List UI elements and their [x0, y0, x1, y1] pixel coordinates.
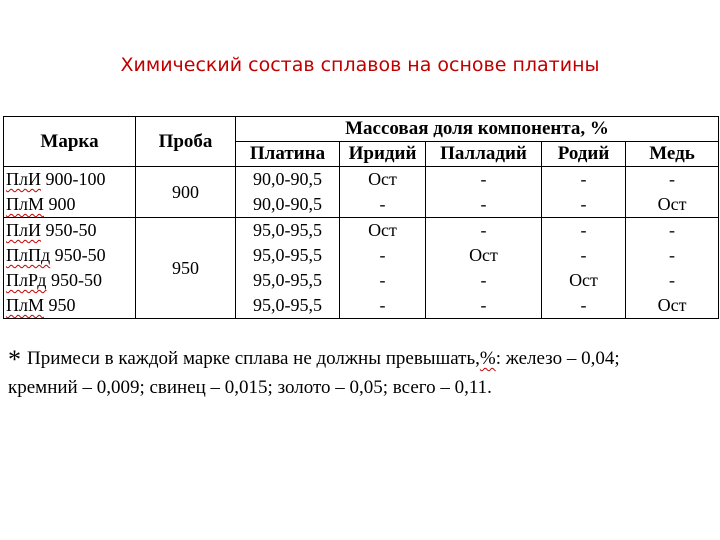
column-header-copper: Медь: [626, 142, 719, 167]
column-header-mass-fraction: Массовая доля компонента, %: [236, 117, 719, 142]
table-row-group-900: [4, 167, 719, 218]
grade-cell: [4, 218, 136, 319]
grade-item: ПлИ 900-100: [6, 169, 106, 189]
rhodium-cell: - -: [542, 167, 626, 218]
grade-item: ПлМ 900: [6, 194, 76, 214]
platinum-cell: 95,0-95,5 95,0-95,5 95,0-95,5 95,0-95,5: [236, 218, 340, 319]
palladium-cell: - -: [426, 167, 542, 218]
alloy-composition-table: [3, 116, 719, 319]
palladium-cell: - Ост - -: [426, 218, 542, 319]
rhodium-cell: - - Ост -: [542, 218, 626, 319]
column-header-grade: Марка: [4, 117, 136, 167]
fineness-cell: 900: [136, 167, 236, 218]
fineness-cell: 950: [136, 218, 236, 319]
copper-cell: - Ост: [626, 167, 719, 218]
grade-cell: [4, 167, 136, 218]
column-header-iridium: Иридий: [340, 142, 426, 167]
column-header-palladium: Палладий: [426, 142, 542, 167]
table-row-group-950: [4, 218, 719, 319]
platinum-cell: 90,0-90,5 90,0-90,5: [236, 167, 340, 218]
copper-cell: - - - Ост: [626, 218, 719, 319]
grade-item: ПлРд 950-50: [6, 270, 102, 290]
column-header-platinum: Платина: [236, 142, 340, 167]
iridium-cell: Ост -: [340, 167, 426, 218]
iridium-cell: Ост - - -: [340, 218, 426, 319]
grade-item: ПлИ 950-50: [6, 220, 97, 240]
column-header-fineness: Проба: [136, 117, 236, 167]
page-title: Химический состав сплавов на основе платины: [120, 54, 600, 76]
impurity-footnote: * Примеси в каждой марке сплава не должны превышать,%: железо – 0,04; кремний – 0,009; свинец – 0,015; золото – 0,05; всего – 0,11.: [8, 345, 620, 398]
footnote-marker: *: [8, 345, 21, 374]
grade-item: ПлМ 950: [6, 295, 76, 315]
column-header-rhodium: Родий: [542, 142, 626, 167]
grade-item: ПлПд 950-50: [6, 245, 106, 265]
